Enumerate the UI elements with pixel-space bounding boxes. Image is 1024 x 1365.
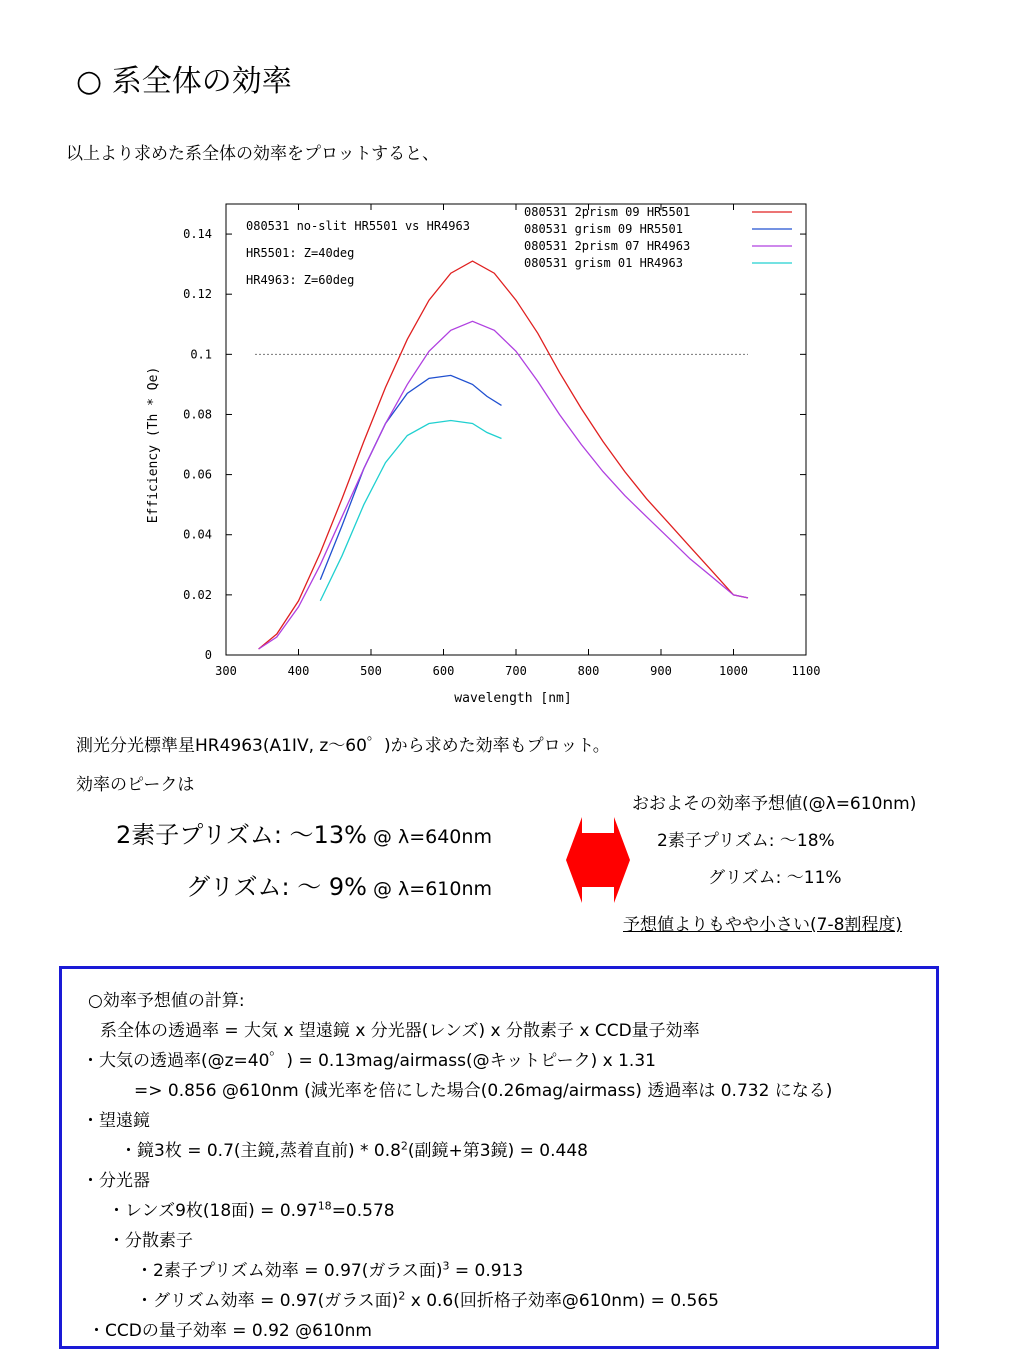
x-tick-label: 300 [215,664,237,678]
calc-dispersion: ・分散素子 [108,1231,193,1251]
calc-grism-a: ・グリズム効率 = 0.97(ガラス面) [136,1291,399,1311]
y-tick-label: 0.04 [183,527,212,542]
calc-telescope: ・望遠鏡 [82,1111,150,1131]
peak-grism-wavelength: @ λ=610nm [366,878,493,900]
series-line [320,375,501,579]
calc-mirrors [120,1136,588,1161]
calc-lenses [108,1196,395,1221]
efficiency-chart [140,190,840,710]
chart-annotation: 080531 no-slit HR5501 vs HR4963 [246,219,470,233]
expected-grism: グリズム: ～11% [708,868,842,888]
calc-atmosphere: ・大気の透過率(@z=40゜) = 0.13mag/airmass(@キットピーク) x 1.31 [82,1051,656,1071]
calc-grism-sup: 2 [398,1289,406,1303]
peak-grism-value: グリズム: ～ 9% [186,873,367,901]
expected-prism: 2素子プリズム: ～18% [657,831,835,851]
x-tick-label: 700 [505,664,527,678]
double-arrow-icon [566,817,630,903]
legend-label: 080531 2prism 09 HR5501 [524,205,691,219]
calc-mirrors-b: (副鏡+第3鏡) = 0.448 [407,1141,588,1161]
calc-prism [136,1256,523,1281]
peak-grism [186,867,492,902]
conclusion-text: 予想値よりもやや小さい(7-8割程度) [623,915,903,935]
x-tick-label: 500 [360,664,382,678]
series-group [259,261,748,649]
calc-prism-b: = 0.913 [449,1261,524,1281]
peak-prism-wavelength: @ λ=640nm [366,826,492,848]
plot-frame [226,204,806,655]
plot-border [226,204,806,655]
chart-annotation: HR5501: Z=40deg [246,246,355,260]
page-title: ○ 系全体の効率 [76,64,292,99]
peak-label: 効率のピークは [76,775,195,795]
x-tick-label: 600 [432,664,455,678]
x-tick-label: 900 [650,664,672,678]
x-tick-label: 1000 [719,664,748,678]
calc-lenses-b: =0.578 [331,1201,395,1221]
calc-mirrors-sup: 2 [400,1139,408,1153]
calc-spectrograph: ・分光器 [82,1171,150,1191]
expected-efficiency-title: おおよその効率予想値(@λ=610nm) [632,794,917,814]
y-axis-label: Efficiency (Th * Qe) [146,366,161,524]
legend-label: 080531 grism 01 HR4963 [524,256,683,270]
calc-grism [136,1286,719,1311]
series-line [259,321,748,649]
calc-ccd: ・CCDの量子効率 = 0.92 @610nm [88,1321,372,1341]
x-tick-label: 400 [287,664,310,678]
y-tick-label: 0.1 [190,347,212,362]
chart-annotation: HR4963: Z=60deg [246,273,355,287]
annotations [246,219,470,287]
y-tick-label: 0.02 [183,587,212,602]
legend-label: 080531 grism 09 HR5501 [524,222,683,236]
y-tick-label: 0.06 [183,467,212,482]
x-tick-label: 1100 [791,664,821,678]
calc-heading: ○効率予想値の計算: [88,991,245,1011]
calc-overall: 系全体の透過率 = 大気 x 望遠鏡 x 分光器(レンズ) x 分散素子 x CCD量子効率 [100,1021,700,1041]
x-tick-label: 800 [577,664,600,678]
calc-lenses-sup: 18 [317,1199,332,1213]
calc-grism-b: x 0.6(回折格子効率@610nm) = 0.565 [405,1291,719,1311]
calc-mirrors-a: ・鏡3枚 = 0.7(主鏡,蒸着直前) * 0.8 [120,1141,401,1161]
calculation-box [59,966,939,1349]
y-tick-label: 0.08 [183,407,212,422]
calc-atmosphere-result: => 0.856 @610nm (減光率を倍にした場合(0.26mag/airmass) 透過率は 0.732 になる) [134,1081,833,1101]
y-tick-label: 0.14 [183,227,212,242]
caption-hr4963: 測光分光標準星HR4963(A1IV, z～60゜)から求めた効率もプロット。 [76,736,610,756]
legend-label: 080531 2prism 07 HR4963 [524,239,691,253]
legend [524,205,792,270]
intro-text: 以上より求めた系全体の効率をプロットすると、 [66,144,440,164]
peak-prism [116,815,492,850]
x-axis-label: wavelength [nm] [454,691,572,706]
calc-lenses-a: ・レンズ9枚(18面) = 0.97 [108,1201,318,1221]
peak-prism-value: 2素子プリズム: ～13% [116,821,367,849]
calc-prism-sup: 3 [442,1259,450,1273]
calc-prism-a: ・2素子プリズム効率 = 0.97(ガラス面) [136,1261,443,1281]
y-tick-label: 0 [204,648,212,662]
series-line [259,261,748,649]
y-tick-label: 0.12 [183,287,212,302]
